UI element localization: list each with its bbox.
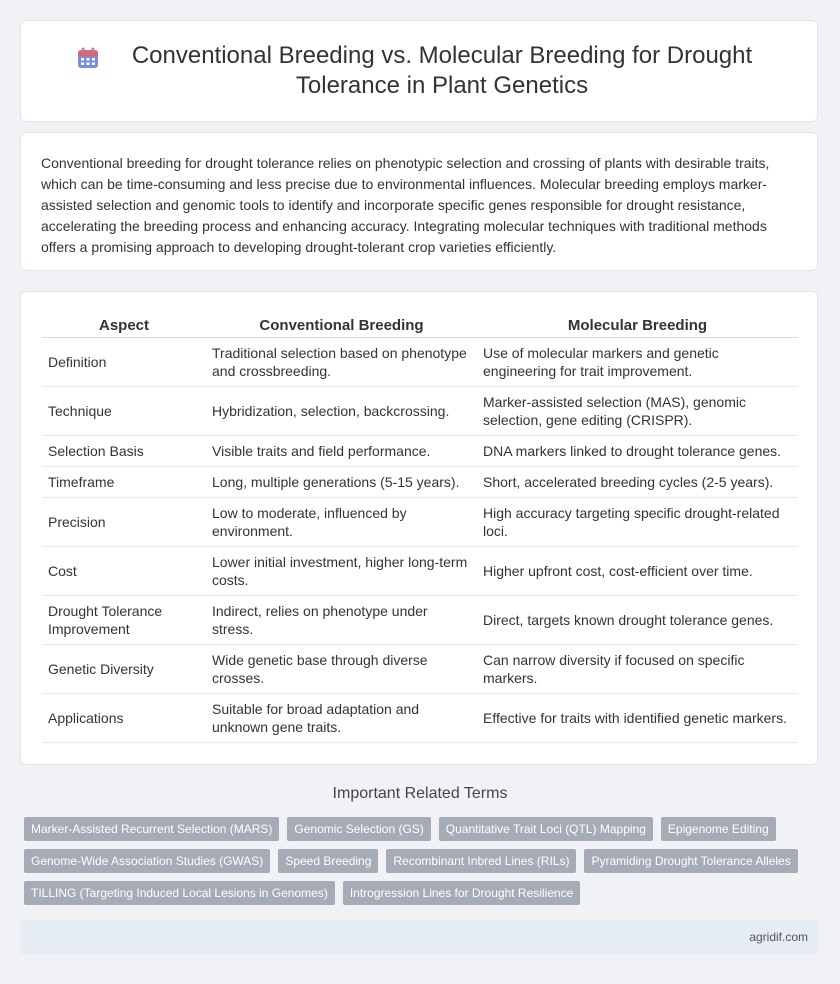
cell-aspect: Selection Basis: [42, 436, 206, 467]
page-title: Conventional Breeding vs. Molecular Breeding for Drought Tolerance in Plant Genetics: [131, 42, 753, 99]
tag-link[interactable]: Genomic Selection (GS): [287, 817, 430, 841]
table-row: [42, 694, 798, 743]
cell-molecular: Can narrow diversity if focused on specific markers.: [477, 645, 798, 694]
tag-link[interactable]: Epigenome Editing: [661, 817, 776, 841]
comparison-table: [42, 312, 798, 743]
cell-molecular: Marker-assisted selection (MAS), genomic selection, gene editing (CRISPR).: [477, 387, 798, 436]
calendar-icon: [76, 46, 100, 70]
cell-conventional: Lower initial investment, higher long-term costs.: [206, 547, 477, 596]
tag-link[interactable]: Introgression Lines for Drought Resilience: [343, 881, 580, 905]
footer: [20, 920, 818, 954]
cell-conventional: Visible traits and field performance.: [206, 436, 477, 467]
tag-link[interactable]: Quantitative Trait Loci (QTL) Mapping: [439, 817, 653, 841]
tag-link[interactable]: TILLING (Targeting Induced Local Lesions in Genomes): [24, 881, 335, 905]
cell-molecular: High accuracy targeting specific drought-related loci.: [477, 498, 798, 547]
table-row: [42, 338, 798, 387]
table-header-row: [42, 312, 798, 338]
related-terms-heading: Important Related Terms: [332, 785, 508, 802]
cell-molecular: Higher upfront cost, cost-efficient over time.: [477, 547, 798, 596]
table-row: [42, 467, 798, 498]
tag-link[interactable]: Recombinant Inbred Lines (RILs): [386, 849, 576, 873]
tag-link[interactable]: Marker-Assisted Recurrent Selection (MARS): [24, 817, 279, 841]
cell-molecular: Short, accelerated breeding cycles (2-5 years).: [477, 467, 798, 498]
cell-aspect: Cost: [42, 547, 206, 596]
cell-conventional: Long, multiple generations (5-15 years).: [206, 467, 477, 498]
cell-aspect: Definition: [42, 338, 206, 387]
cell-conventional: Wide genetic base through diverse crosses.: [206, 645, 477, 694]
cell-molecular: Direct, targets known drought tolerance genes.: [477, 596, 798, 645]
cell-conventional: Low to moderate, influenced by environment.: [206, 498, 477, 547]
comparison-table-card: [20, 291, 818, 765]
cell-aspect: Precision: [42, 498, 206, 547]
header-conventional: Conventional Breeding: [206, 312, 477, 338]
title-wrap: [76, 41, 762, 101]
table-row: [42, 596, 798, 645]
intro-card: [20, 132, 818, 271]
table-row: [42, 387, 798, 436]
tag-link[interactable]: Speed Breeding: [278, 849, 378, 873]
table-row: [42, 498, 798, 547]
cell-aspect: Applications: [42, 694, 206, 743]
cell-aspect: Technique: [42, 387, 206, 436]
cell-molecular: DNA markers linked to drought tolerance genes.: [477, 436, 798, 467]
cell-aspect: Timeframe: [42, 467, 206, 498]
cell-aspect: Genetic Diversity: [42, 645, 206, 694]
cell-aspect: Drought Tolerance Improvement: [42, 596, 206, 645]
table-row: [42, 547, 798, 596]
header-aspect: Aspect: [42, 312, 206, 338]
footer-site[interactable]: agridif.com: [749, 930, 808, 944]
header-molecular: Molecular Breeding: [477, 312, 798, 338]
cell-molecular: Use of molecular markers and genetic engineering for trait improvement.: [477, 338, 798, 387]
tag-link[interactable]: Pyramiding Drought Tolerance Alleles: [584, 849, 797, 873]
title-card: [20, 20, 818, 122]
related-tags: [24, 817, 814, 913]
table-row: [42, 436, 798, 467]
table-row: [42, 645, 798, 694]
related-terms-section: [0, 784, 840, 804]
tag-link[interactable]: Genome-Wide Association Studies (GWAS): [24, 849, 270, 873]
cell-conventional: Hybridization, selection, backcrossing.: [206, 387, 477, 436]
cell-conventional: Suitable for broad adaptation and unknown gene traits.: [206, 694, 477, 743]
cell-molecular: Effective for traits with identified genetic markers.: [477, 694, 798, 743]
cell-conventional: Indirect, relies on phenotype under stress.: [206, 596, 477, 645]
intro-paragraph: Conventional breeding for drought tolerance relies on phenotypic selection and crossing of plants with desirable traits, which can be time-consuming and less precise due to environmental influences. Molecular breeding employs marker-assisted selection and genomic tools to identify and incorporate specific genes responsible for drought resistance, accelerating the breeding process and enhancing accuracy. Integrating molecular techniques with traditional methods offers a promising approach to developing drought-tolerant crop varieties efficiently.: [41, 155, 770, 255]
cell-conventional: Traditional selection based on phenotype and crossbreeding.: [206, 338, 477, 387]
